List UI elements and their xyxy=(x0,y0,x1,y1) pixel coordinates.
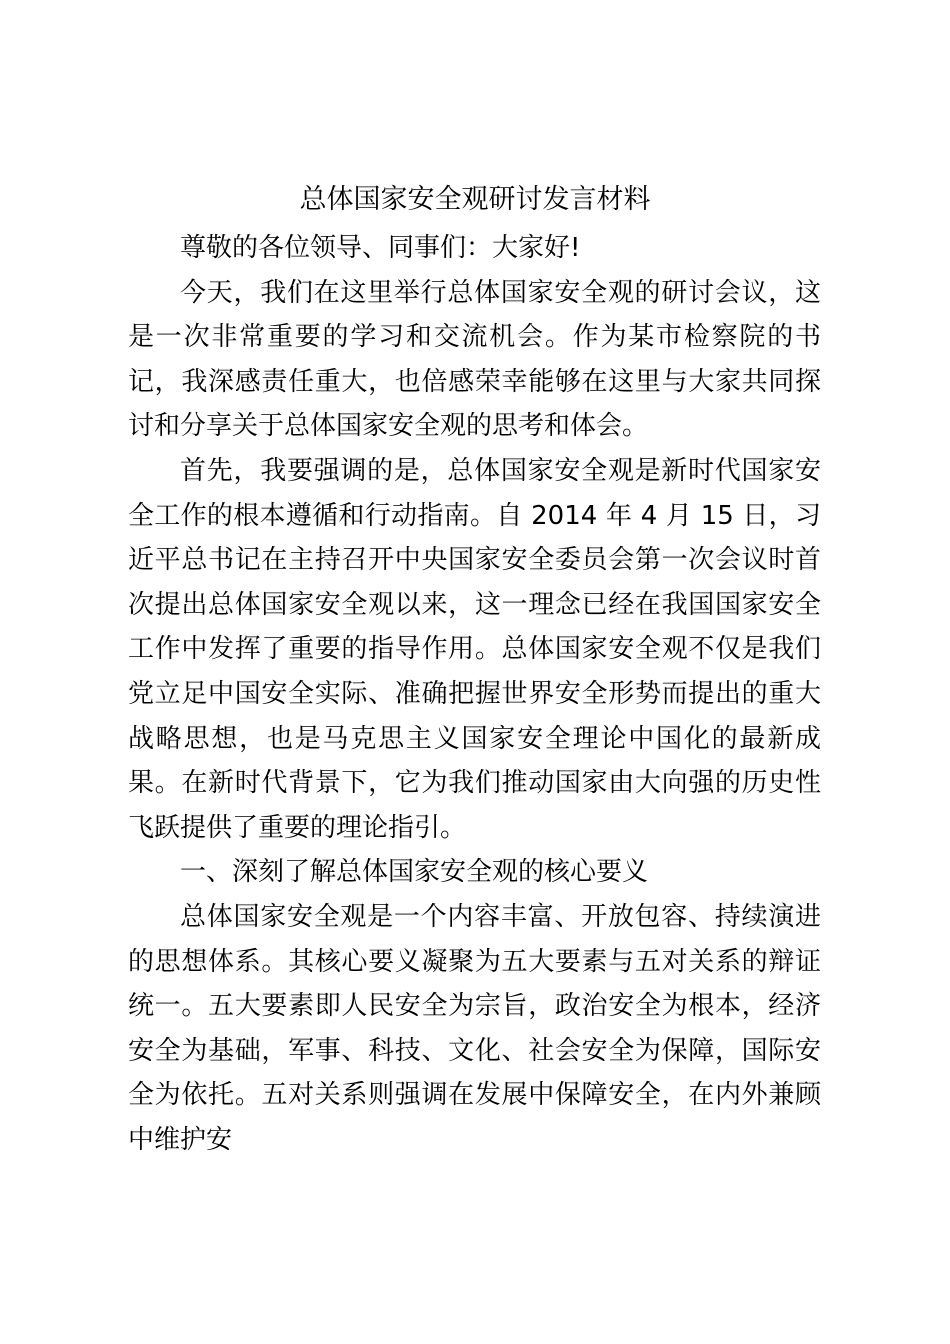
first-point-paragraph: 首先，我要强调的是，总体国家安全观是新时代国家安全工作的根本遵循和行动指南。自 2014 年 4 月 15 日，习近平总书记在主持召开中央国家安全委员会第一次会议时首次提出总体国家安全观以来，这一理念已经在我国国家安全工作中发挥了重要的指导作用。总体国家安全观不仅是我们党立足中国安全实际、准确把握世界安全形势而提出的重大战略思想，也是马克思主义国家安全理论中国化的最新成果。在新时代背景下，它为我们推动国家由大向强的历史性飞跃提供了重要的理论指引。 xyxy=(128,455,821,843)
document-body xyxy=(128,226,821,1162)
greeting-paragraph: 尊敬的各位领导、同事们：大家好! xyxy=(180,233,581,263)
core-meaning-paragraph: 总体国家安全观是一个内容丰富、开放包容、持续演进的思想体系。其核心要义凝聚为五大要素与五对关系的辩证统一。五大要素即人民安全为宗旨，政治安全为根本，经济安全为基础，军事、科技、文化、社会安全为保障，国际安全为依托。五对关系则强调在发展中保障安全，在内外兼顾中维护安 xyxy=(128,901,821,1155)
section-heading: 一、深刻了解总体国家安全观的核心要义 xyxy=(180,857,649,888)
document-title: 总体国家安全观研讨发言材料 xyxy=(299,184,651,215)
intro-paragraph: 今天，我们在这里举行总体国家安全观的研讨会议，这是一次非常重要的学习和交流机会。作为某市检察院的书记，我深感责任重大，也倍感荣幸能够在这里与大家共同探讨和分享关于总体国家安全观的思考和体会。 xyxy=(128,277,821,442)
